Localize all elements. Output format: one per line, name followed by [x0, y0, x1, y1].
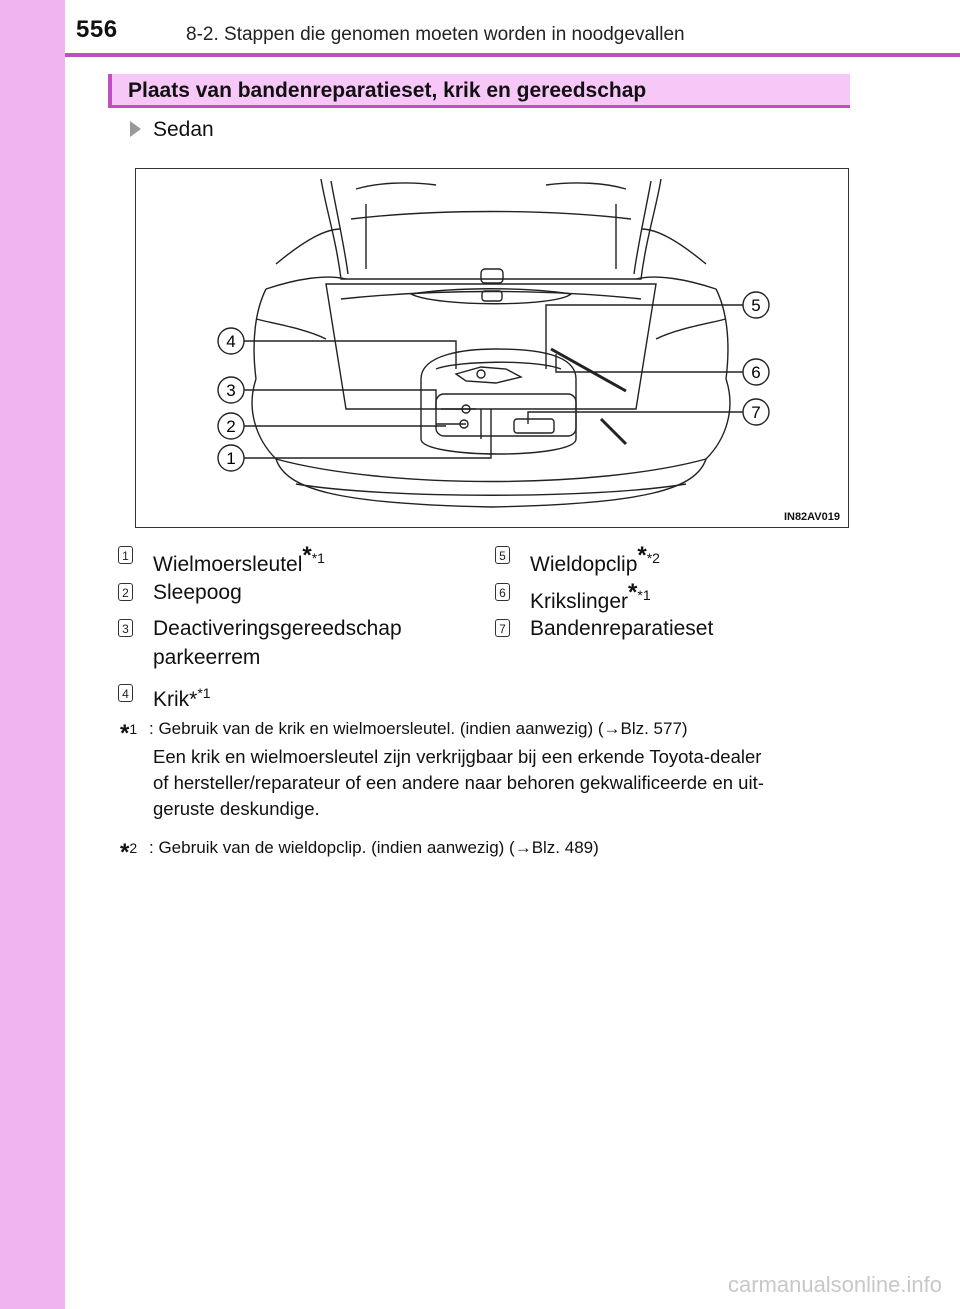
variant-text: Sedan	[153, 118, 214, 141]
legend-note: *1	[197, 685, 211, 701]
header-rule	[65, 53, 960, 57]
legend-label: Krik	[153, 688, 190, 711]
legend-number-badge: 6	[495, 583, 510, 601]
footnote-line: : Gebruik van de krik en wielmoersleutel. (indien aanwezig) (→Blz. 577)	[149, 719, 688, 738]
legend-label: Bandenreparatieset	[530, 617, 714, 640]
callout-4	[218, 328, 244, 354]
legend-number-badge: 3	[118, 619, 133, 637]
figure-code: IN82AV019	[783, 511, 840, 523]
trunk-drawing	[136, 169, 849, 528]
footnote-line: of hersteller/reparateur of een andere naar behoren gekwalificeerde en uit-	[153, 772, 764, 793]
callout-3	[218, 377, 244, 403]
callout-6	[743, 359, 769, 385]
callout-6-label: 6	[751, 363, 761, 382]
footnote-number: 2	[129, 840, 138, 856]
callout-4-label: 4	[226, 332, 236, 351]
footnote-number: 1	[129, 721, 138, 737]
callout-2-label: 2	[226, 417, 236, 436]
callout-1	[218, 445, 244, 471]
triangle-bullet-icon	[130, 121, 141, 137]
legend-label: Wielmoersleutel	[153, 553, 303, 576]
callout-1-label: 1	[226, 449, 236, 468]
legend-number-badge: 4	[118, 684, 133, 702]
page-number: 556	[76, 16, 118, 43]
side-tab-bar	[0, 0, 65, 1309]
callout-5	[743, 292, 769, 318]
legend-number-badge: 5	[495, 546, 510, 564]
footnote-line: Een krik en wielmoersleutel zijn verkrijgbaar bij een erkende Toyota-dealer	[153, 746, 762, 767]
legend-note: *2	[646, 550, 660, 566]
callout-markers	[218, 292, 769, 471]
legend-number-badge: 1	[118, 546, 133, 564]
legend-number-badge: 7	[495, 619, 510, 637]
callout-7-label: 7	[751, 403, 761, 422]
footnote-line: geruste deskundige.	[153, 798, 320, 819]
legend-note: *1	[637, 587, 651, 603]
section-title: Plaats van bandenreparatieset, krik en gereedschap	[128, 79, 647, 102]
footnote-mark: *	[120, 720, 130, 748]
section-header	[108, 74, 850, 108]
callout-3-label: 3	[226, 381, 236, 400]
legend-label: Krikslinger	[530, 590, 629, 613]
legend-label: Deactiveringsgereedschap	[153, 617, 402, 640]
watermark: carmanualsonline.info	[727, 1272, 942, 1297]
legend-number-badge: 2	[118, 583, 133, 601]
legend-label: Wieldopclip	[530, 553, 638, 576]
footnote-line: : Gebruik van de wieldopclip. (indien aanwezig) (→Blz. 489)	[149, 838, 599, 857]
legend-label-line2: parkeerrem	[153, 646, 261, 669]
trunk-illustration	[135, 168, 849, 528]
legend-label: Sleepoog	[153, 581, 242, 604]
callout-5-label: 5	[751, 296, 761, 315]
legend-note: *1	[311, 550, 325, 566]
footnote-mark: *	[120, 839, 130, 867]
callout-7	[743, 399, 769, 425]
chapter-title: 8-2. Stappen die genomen moeten worden in noodgevallen	[186, 24, 685, 45]
variant-label	[130, 118, 214, 142]
callout-2	[218, 413, 244, 439]
